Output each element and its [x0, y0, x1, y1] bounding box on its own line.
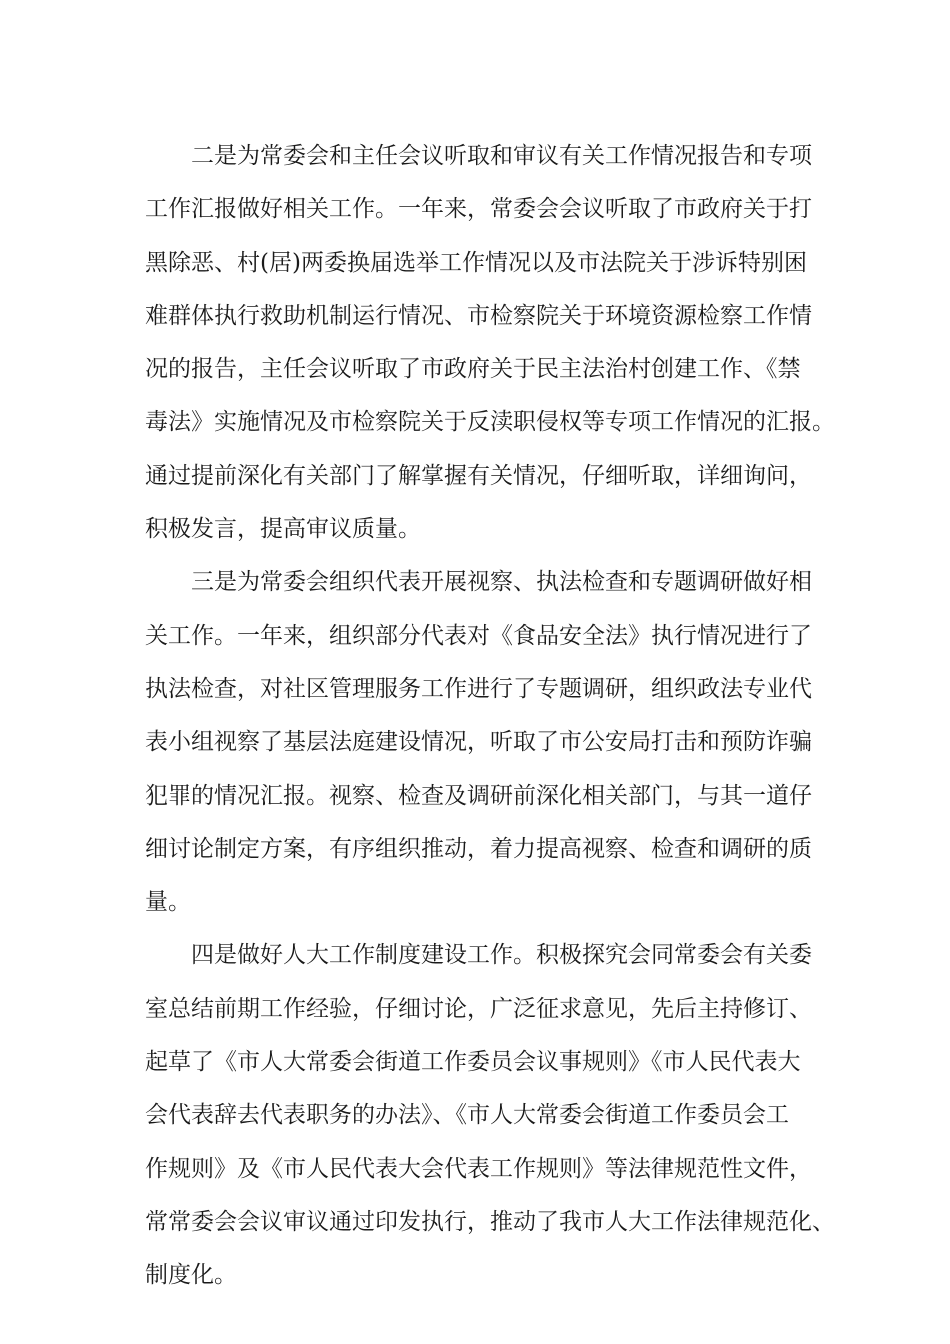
text-line: 工作汇报做好相关工作。一年来，常委会会议听取了市政府关于打: [145, 196, 812, 223]
text-line: 难群体执行救助机制运行情况、市检察院关于环境资源检察工作情: [145, 302, 812, 329]
text-line: 起草了《市人大常委会街道工作委员会议事规则》《市人民代表大: [145, 1049, 801, 1076]
text-line: 三是为常委会组织代表开展视察、执法检查和专题调研做好相: [191, 569, 812, 596]
text-line: 室总结前期工作经验，仔细讨论，广泛征求意见，先后主持修订、: [145, 995, 812, 1022]
text-line: 况的报告，主任会议听取了市政府关于民主法治村创建工作、《禁: [145, 356, 801, 383]
text-line: 量。: [145, 889, 191, 916]
paragraph-4: [145, 929, 835, 1302]
document-body: [145, 130, 835, 1303]
text-line: 常常委会会议审议通过印发执行，推动了我市人大工作法律规范化、: [145, 1208, 835, 1235]
text-line: 关工作。一年来，组织部分代表对《食品安全法》执行情况进行了: [145, 622, 812, 649]
text-line: 执法检查，对社区管理服务工作进行了专题调研，组织政法专业代: [145, 675, 812, 702]
text-line: 二是为常委会和主任会议听取和审议有关工作情况报告和专项: [191, 143, 812, 169]
text-line: 毒法》实施情况及市检察院关于反渎职侵权等专项工作情况的汇报。: [145, 409, 835, 436]
text-line: 会代表辞去代表职务的办法》、《市人大常委会街道工作委员会工: [145, 1102, 789, 1129]
text-line: 通过提前深化有关部门了解掌握有关情况，仔细听取，详细询问，: [145, 462, 812, 489]
text-line: 制度化。: [145, 1262, 237, 1289]
text-line: 四是做好人大工作制度建设工作。积极探究会同常委会有关委: [191, 942, 812, 969]
text-line: 积极发言，提高审议质量。: [145, 516, 421, 543]
text-line: 作规则》及《市人民代表大会代表工作规则》等法律规范性文件，: [145, 1155, 812, 1182]
text-line: 细讨论制定方案，有序组织推动，着力提高视察、检查和调研的质: [145, 835, 812, 862]
paragraph-3: [145, 556, 825, 929]
paragraph-2: [145, 130, 835, 556]
text-line: 犯罪的情况汇报。视察、检查及调研前深化相关部门，与其一道仔: [145, 782, 812, 809]
text-line: 表小组视察了基层法庭建设情况，听取了市公安局打击和预防诈骗: [145, 729, 812, 756]
text-line: 黑除恶、村(居)两委换届选举工作情况以及市法院关于涉诉特别困: [145, 249, 807, 276]
